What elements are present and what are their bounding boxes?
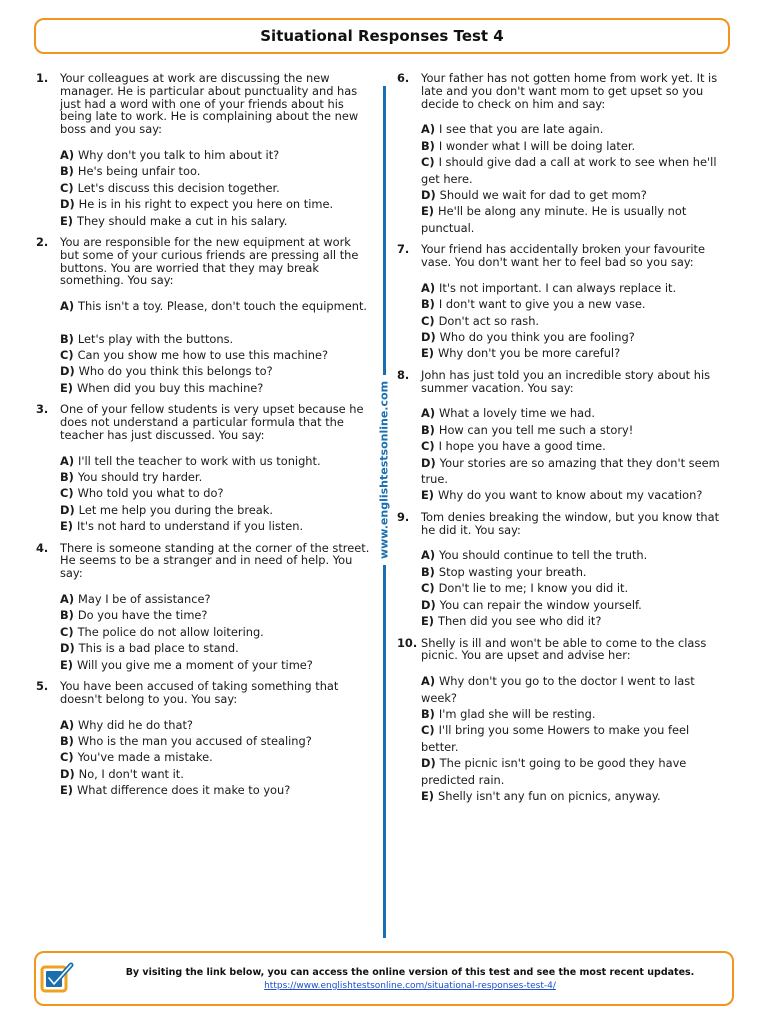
option-b[interactable]: B) Who is the man you accused of stealing? bbox=[60, 734, 312, 749]
option-d[interactable]: D) Let me help you during the break. bbox=[60, 502, 273, 517]
options-list bbox=[36, 717, 372, 799]
question-9 bbox=[397, 511, 727, 630]
question-number: 5. bbox=[36, 679, 49, 694]
question-8 bbox=[397, 369, 727, 504]
question-text: Your colleagues at work are discussing the new manager. He is particular about punctuality and has just had a word with one of your friends about his being late to work. He is complaining about the new boss and you say: bbox=[60, 71, 359, 137]
question-text: John has just told you an incredible story about his summer vacation. You say: bbox=[421, 367, 711, 395]
option-b[interactable]: B) Stop wasting your breath. bbox=[421, 564, 587, 579]
question-text: Tom denies breaking the window, but you know that he did it. You say: bbox=[421, 509, 720, 537]
option-a[interactable]: A) Why did he do that? bbox=[60, 717, 193, 732]
option-e[interactable]: E) Will you give me a moment of your time? bbox=[60, 657, 313, 672]
question-number: 1. bbox=[36, 71, 49, 85]
option-c[interactable]: C) Who told you what to do? bbox=[60, 486, 224, 501]
question-6 bbox=[397, 72, 727, 236]
footer-link[interactable]: https://www.englishtestsonline.com/situational-responses-test-4/ bbox=[264, 981, 556, 991]
option-e[interactable]: E) They should make a cut in his salary. bbox=[60, 213, 288, 228]
option-b[interactable]: B) You should try harder. bbox=[60, 470, 203, 485]
option-b[interactable]: B) Let's play with the buttons. bbox=[60, 331, 234, 346]
footer-box bbox=[34, 951, 734, 1006]
right-column bbox=[397, 72, 727, 811]
question-number: 6. bbox=[397, 71, 410, 85]
question-number: 4. bbox=[36, 540, 49, 555]
options-list bbox=[397, 547, 727, 629]
option-d[interactable]: D) Who do you think you are fooling? bbox=[421, 330, 635, 345]
option-e[interactable]: E) It's not hard to understand if you listen. bbox=[60, 519, 304, 534]
option-a[interactable]: A) This isn't a toy. Please, don't touch the equipment. bbox=[60, 299, 368, 314]
question-5 bbox=[36, 680, 372, 799]
option-b[interactable]: B) I don't want to give you a new vase. bbox=[421, 297, 646, 312]
question-number: 3. bbox=[36, 402, 49, 417]
question-4 bbox=[36, 542, 372, 673]
question-text: Your friend has accidentally broken your favourite vase. You don't want her to feel bad so you say: bbox=[421, 242, 706, 270]
option-a[interactable]: A) It's not important. I can always replace it. bbox=[421, 280, 677, 295]
option-a[interactable]: A) May I be of assistance? bbox=[60, 592, 211, 607]
option-a[interactable]: A) I'll tell the teacher to work with us tonight. bbox=[60, 453, 321, 468]
option-b[interactable]: B) How can you tell me such a story! bbox=[421, 422, 634, 437]
option-a[interactable]: A) What a lovely time we had. bbox=[421, 406, 595, 421]
question-number: 8. bbox=[397, 367, 410, 382]
option-d[interactable]: D) Should we wait for dad to get mom? bbox=[421, 188, 647, 203]
option-b[interactable]: B) I wonder what I will be doing later. bbox=[421, 138, 636, 153]
option-d[interactable]: D) You can repair the window yourself. bbox=[421, 597, 642, 612]
option-d[interactable]: D) The picnic isn't going to be good they have predicted rain. bbox=[421, 756, 687, 787]
option-e[interactable]: E) Why do you want to know about my vacation? bbox=[421, 488, 703, 503]
option-c[interactable]: C) I should give dad a call at work to see when he'll get here. bbox=[421, 155, 717, 186]
question-number: 10. bbox=[397, 635, 418, 650]
option-c[interactable]: C) I'll bring you some Howers to make you feel better. bbox=[421, 723, 690, 754]
left-column bbox=[36, 72, 372, 806]
option-a[interactable]: A) I see that you are late again. bbox=[421, 122, 604, 137]
question-text: There is someone standing at the corner of the street. He seems to be a stranger and in need of help. You say: bbox=[60, 540, 370, 581]
option-a[interactable]: A) Why don't you talk to him about it? bbox=[60, 147, 280, 162]
page-title: Situational Responses Test 4 bbox=[260, 27, 504, 45]
option-b[interactable]: B) Do you have the time? bbox=[60, 608, 208, 623]
option-d[interactable]: D) Who do you think this belongs to? bbox=[60, 364, 273, 379]
option-c[interactable]: C) I hope you have a good time. bbox=[421, 439, 606, 454]
option-b[interactable]: B) He's being unfair too. bbox=[60, 164, 201, 179]
option-c[interactable]: C) The police do not allow loitering. bbox=[60, 624, 264, 639]
option-b[interactable]: B) I'm glad she will be resting. bbox=[421, 706, 596, 721]
option-a[interactable]: A) You should continue to tell the truth. bbox=[421, 548, 648, 563]
option-a[interactable]: A) Why don't you go to the doctor I went to last week? bbox=[421, 674, 695, 705]
options-list bbox=[397, 673, 727, 804]
question-text: Your father has not gotten home from work yet. It is late and you don't want mom to get upset so you decide to check on him and say: bbox=[421, 71, 718, 111]
option-e[interactable]: E) He'll be along any minute. He is usually not punctual. bbox=[421, 204, 687, 235]
options-list bbox=[397, 280, 727, 362]
option-c[interactable]: C) Don't act so rash. bbox=[421, 313, 540, 328]
option-d[interactable]: D) He is in his right to expect you here on time. bbox=[60, 197, 334, 212]
options-list bbox=[397, 121, 727, 236]
option-d[interactable]: D) No, I don't want it. bbox=[60, 766, 184, 781]
question-2 bbox=[36, 236, 372, 396]
question-number: 7. bbox=[397, 242, 410, 257]
question-number: 2. bbox=[36, 235, 49, 250]
question-text: Shelly is ill and won't be able to come to the class picnic. You are upset and advise her: bbox=[421, 635, 707, 663]
option-c[interactable]: C) Let's discuss this decision together. bbox=[60, 180, 280, 195]
option-c[interactable]: C) You've made a mistake. bbox=[60, 750, 213, 765]
side-url: www.englishtestsonline.com bbox=[378, 375, 391, 565]
options-list bbox=[397, 405, 727, 503]
option-e[interactable]: E) When did you buy this machine? bbox=[60, 380, 264, 395]
options-list bbox=[36, 298, 372, 396]
question-3 bbox=[36, 403, 372, 534]
title-box bbox=[34, 18, 730, 54]
question-10 bbox=[397, 637, 727, 805]
checkbox-check-icon bbox=[40, 961, 74, 995]
options-list bbox=[36, 453, 372, 535]
option-d[interactable]: D) This is a bad place to stand. bbox=[60, 641, 239, 656]
option-d[interactable]: D) Your stories are so amazing that they don't seem true. bbox=[421, 455, 720, 487]
question-7 bbox=[397, 243, 727, 362]
option-c[interactable]: C) Don't lie to me; I know you did it. bbox=[421, 581, 629, 596]
option-e[interactable]: E) What difference does it make to you? bbox=[60, 783, 291, 798]
options-list bbox=[36, 591, 372, 673]
spacer bbox=[60, 315, 372, 331]
question-text: You are responsible for the new equipment at work but some of your curious friends are pressing all the buttons. You are worried that they may break something. You say: bbox=[60, 235, 359, 288]
question-text: One of your fellow students is very upset because he does not understand a particular formula that the teacher has just discussed. You say: bbox=[60, 402, 364, 442]
option-e[interactable]: E) Shelly isn't any fun on picnics, anyway. bbox=[421, 788, 661, 803]
option-e[interactable]: E) Why don't you be more careful? bbox=[421, 346, 621, 361]
question-number: 9. bbox=[397, 509, 410, 524]
option-e[interactable]: E) Then did you see who did it? bbox=[421, 614, 602, 629]
footer-text: By visiting the link below, you can access the online version of this test and see the most recent updates. bbox=[125, 967, 695, 978]
option-c[interactable]: C) Can you show me how to use this machine? bbox=[60, 348, 329, 363]
options-list bbox=[36, 147, 372, 229]
question-1 bbox=[36, 72, 372, 229]
question-text: You have been accused of taking something that doesn't belong to you. You say: bbox=[60, 679, 339, 706]
